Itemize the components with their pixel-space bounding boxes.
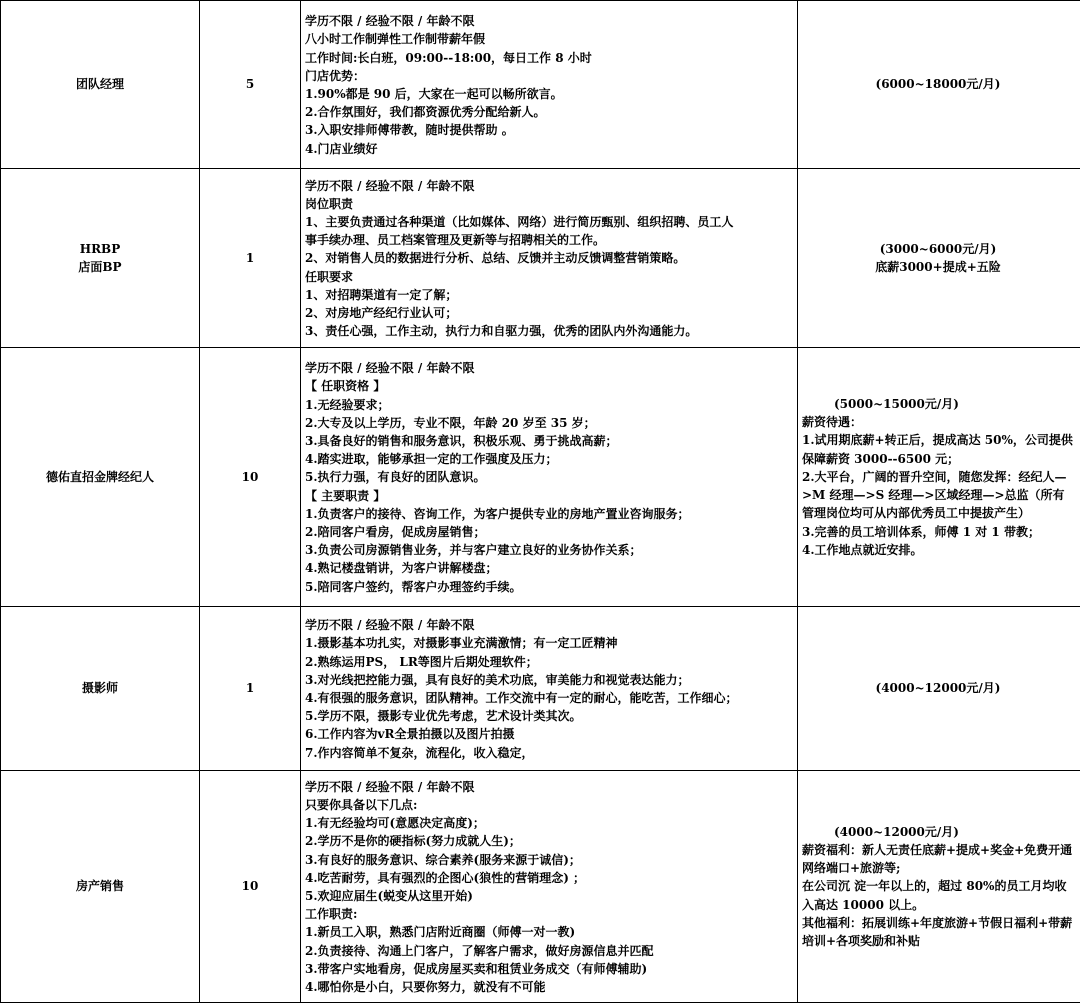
benefit-line: 在公司沉 淀一年以上的，超过 80%的员工月均收入高达 10000 以上。	[802, 877, 1074, 913]
requirement-line: 2.负责接待、沟通上门客户，了解客户需求，做好房源信息并匹配	[305, 942, 793, 960]
requirement-line: 学历不限 / 经验不限 / 年龄不限	[305, 12, 793, 30]
headcount-cell	[200, 169, 301, 348]
requirement-line: 3.入职安排师傅带教，随时提供帮助 。	[305, 121, 793, 139]
requirement-line: 八小时工作制弹性工作制带薪年假	[305, 30, 793, 48]
requirement-line: 6.工作内容为vR全景拍摄以及图片拍摄	[305, 725, 793, 743]
requirement-line: 4.门店业绩好	[305, 140, 793, 158]
salary-cell	[798, 348, 1080, 607]
headcount: 10	[242, 879, 259, 893]
requirement-line: 2、对销售人员的数据进行分析、总结、反馈并主动反馈调整营销策略。	[305, 249, 793, 267]
job-title-cell	[1, 607, 200, 771]
headcount-cell	[200, 607, 301, 771]
salary-cell	[798, 771, 1080, 1003]
requirement-line: 事手续办理、员工档案管理及更新等与招聘相关的工作。	[305, 231, 793, 249]
requirement-line: 4.有很强的服务意识，团队精神。工作交流中有一定的耐心，能吃苦，工作细心；	[305, 689, 793, 707]
requirement-line: 工作职责:	[305, 905, 793, 923]
requirement-line: 4.吃苦耐劳，具有强烈的企图心(狼性的营销理念) ；	[305, 869, 793, 887]
job-title: 房产销售	[1, 877, 199, 895]
job-title-cell	[1, 169, 200, 348]
requirement-line: 学历不限 / 经验不限 / 年龄不限	[305, 616, 793, 634]
job-title-cell	[1, 348, 200, 607]
job-rows	[1, 1, 1080, 1003]
benefit-line: 其他福利：拓展训练+年度旅游+节假日福利+带薪培训+各项奖励和补贴	[802, 914, 1074, 950]
requirements-cell	[301, 771, 798, 1003]
requirement-line: 1.负责客户的接待、咨询工作，为客户提供专业的房地产置业咨询服务；	[305, 505, 793, 523]
requirement-line: 学历不限 / 经验不限 / 年龄不限	[305, 177, 793, 195]
requirement-line: 2.陪同客户看房，促成房屋销售；	[305, 523, 793, 541]
job-row	[1, 169, 1080, 348]
job-row	[1, 1, 1080, 169]
salary-range: 底薪3000+提成+五险	[802, 258, 1074, 276]
headcount: 10	[242, 470, 259, 484]
job-row	[1, 607, 1080, 771]
salary-range: (5000~15000元/月)	[802, 395, 1074, 413]
job-title-cell	[1, 1, 200, 169]
requirement-line: 只要你具备以下几点:	[305, 796, 793, 814]
requirement-line: 4.踏实进取，能够承担一定的工作强度及压力；	[305, 450, 793, 468]
requirement-line: 门店优势：	[305, 67, 793, 85]
requirement-line: 4.哪怕你是小白，只要你努力，就没有不可能	[305, 978, 793, 996]
salary-range: (6000~18000元/月)	[802, 75, 1074, 93]
salary-cell	[798, 1, 1080, 169]
salary-range: (4000~12000元/月)	[802, 823, 1074, 841]
requirement-line: 2.合作氛围好，我们都资源优秀分配给新人。	[305, 103, 793, 121]
requirement-line: 1.有无经验均可(意愿决定高度)；	[305, 814, 793, 832]
requirements-cell	[301, 607, 798, 771]
requirement-line: 1、对招聘渠道有一定了解；	[305, 286, 793, 304]
job-title: 德佑直招金牌经纪人	[1, 468, 199, 486]
headcount: 1	[246, 681, 254, 695]
requirement-line: 5.执行力强，有良好的团队意识。	[305, 468, 793, 486]
benefit-line: 薪资待遇：	[802, 413, 1074, 431]
requirement-line: 2.大专及以上学历，专业不限，年龄 20 岁至 35 岁；	[305, 414, 793, 432]
requirements-cell	[301, 348, 798, 607]
requirements-cell	[301, 1, 798, 169]
requirement-line: 3.负责公司房源销售业务，并与客户建立良好的业务协作关系；	[305, 541, 793, 559]
salary-cell	[798, 169, 1080, 348]
requirement-line: 5.欢迎应届生(蜕变从这里开始)	[305, 887, 793, 905]
requirement-line: 3.对光线把控能力强，具有良好的美术功底，审美能力和视觉表达能力；	[305, 671, 793, 689]
salary-range: (4000~12000元/月)	[802, 679, 1074, 697]
headcount-cell	[200, 1, 301, 169]
headcount: 5	[246, 77, 254, 91]
job-row	[1, 771, 1080, 1003]
requirement-line: 2.学历不是你的硬指标(努力成就人生)；	[305, 832, 793, 850]
requirements-cell	[301, 169, 798, 348]
requirement-line: 7.作内容简单不复杂，流程化，收入稳定，	[305, 744, 793, 762]
requirement-line: 4.熟记楼盘销讲，为客户讲解楼盘；	[305, 559, 793, 577]
job-title: 摄影师	[1, 679, 199, 697]
benefit-line: 1.试用期底薪+转正后，提成高达 50%，公司提供保障薪资 3000--6500 元；	[802, 431, 1074, 467]
job-title: 店面BP	[1, 258, 199, 276]
requirement-line: 工作时间:长白班，09:00--18:00，每日工作 8 小时	[305, 49, 793, 67]
headcount-cell	[200, 771, 301, 1003]
requirement-line: 2.熟练运用PS， LR等图片后期处理软件；	[305, 653, 793, 671]
requirement-line: 1.新员工入职，熟悉门店附近商圈（师傅一对一教)	[305, 923, 793, 941]
salary-range: (3000~6000元/月)	[802, 240, 1074, 258]
requirement-line: 学历不限 / 经验不限 / 年龄不限	[305, 359, 793, 377]
requirement-line: 1.摄影基本功扎实，对摄影事业充满激情；有一定工匠精神	[305, 634, 793, 652]
requirement-line: 2、对房地产经纪行业认可；	[305, 304, 793, 322]
benefit-line: 4.工作地点就近安排。	[802, 541, 1074, 559]
requirement-line: 学历不限 / 经验不限 / 年龄不限	[305, 778, 793, 796]
requirement-line: 3.有良好的服务意识、综合素养(服务来源于诚信)；	[305, 851, 793, 869]
requirement-line: 1、主要负责通过各种渠道（比如媒体、网络）进行简历甄别、组织招聘、员工人	[305, 213, 793, 231]
job-title-cell	[1, 771, 200, 1003]
benefit-line: 薪资福利：新人无责任底薪+提成+奖金+免费开通网络端口+旅游等;	[802, 841, 1074, 877]
requirement-line: 1.90%都是 90 后，大家在一起可以畅所欲言。	[305, 85, 793, 103]
salary-cell	[798, 607, 1080, 771]
job-title: HRBP	[1, 240, 199, 258]
requirement-line: 3.带客户实地看房，促成房屋买卖和租赁业务成交（有师傅辅助)	[305, 960, 793, 978]
requirement-line: 5.学历不限，摄影专业优先考虑，艺术设计类其次。	[305, 707, 793, 725]
headcount: 1	[246, 251, 254, 265]
job-row	[1, 348, 1080, 607]
requirement-line: 3、责任心强，工作主动，执行力和自驱力强，优秀的团队内外沟通能力。	[305, 322, 793, 340]
job-title: 团队经理	[1, 75, 199, 93]
benefit-line: 3.完善的员工培训体系，师傅 1 对 1 带教；	[802, 523, 1074, 541]
requirement-line: 1.无经验要求；	[305, 396, 793, 414]
requirement-line: 【 主要职责 】	[305, 487, 793, 505]
headcount-cell	[200, 348, 301, 607]
requirement-line: 任职要求	[305, 268, 793, 286]
requirement-line: 3.具备良好的销售和服务意识，积极乐观、勇于挑战高薪；	[305, 432, 793, 450]
requirement-line: 5.陪同客户签约，帮客户办理签约手续。	[305, 578, 793, 596]
benefit-line: 2.大平台，广阔的晋升空间，随您发挥：经纪人—>M 经理—>S 经理—>区域经理—>总监（所有管理岗位均可从内部优秀员工中提拔产生）	[802, 468, 1074, 523]
requirement-line: 【 任职资格 】	[305, 377, 793, 395]
requirement-line: 岗位职责	[305, 195, 793, 213]
